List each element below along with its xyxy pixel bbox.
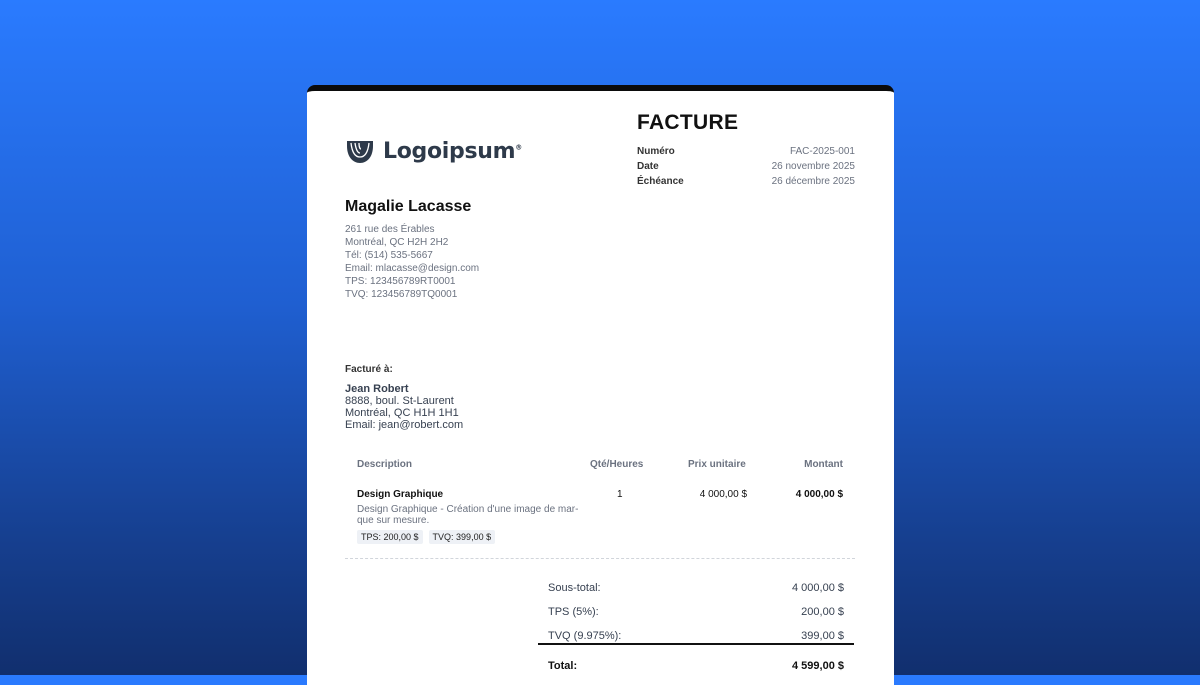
seller-city: Montréal, QC H2H 2H2 — [345, 237, 449, 248]
header-unit-price: Prix unitaire — [688, 459, 746, 470]
subtotal-row — [548, 582, 844, 594]
total-label: Total: — [548, 660, 578, 672]
seller-phone: Tél: (514) 535-5667 — [345, 250, 433, 261]
subtotal-label: Sous-total: — [548, 582, 601, 594]
tps-value: 200,00 $ — [801, 606, 844, 618]
invoice-title: FACTURE — [637, 111, 739, 134]
tvq-row — [548, 630, 844, 642]
invoice-date-value: 26 novembre 2025 — [771, 161, 855, 172]
tps-label: TPS (5%): — [548, 606, 599, 618]
client-name: Jean Robert — [345, 383, 409, 395]
tvq-label: TVQ (9.975%): — [548, 630, 622, 642]
invoice-document — [307, 85, 894, 685]
seller-info — [345, 198, 479, 301]
subtotal-value: 4 000,00 $ — [792, 582, 844, 594]
tvq-tag: TVQ: 399,00 $ — [429, 530, 496, 544]
item-amount: 4 000,00 $ — [795, 489, 843, 500]
invoice-due-value: 26 décembre 2025 — [771, 176, 855, 187]
invoice-number-value: FAC-2025-001 — [789, 146, 855, 157]
total-row — [548, 660, 844, 672]
item-description: Design Graphique - Création d'une image de mar-que sur mesure. — [357, 504, 579, 526]
header-amount: Montant — [804, 459, 843, 470]
invoice-number-label: Numéro — [637, 146, 675, 157]
seller-tps: TPS: 123456789RT0001 — [345, 276, 456, 287]
header-description: Description — [357, 459, 413, 470]
table-divider — [345, 558, 855, 559]
invoice-number-row — [637, 144, 855, 159]
logo-mark-icon — [345, 137, 375, 165]
seller-tvq: TVQ: 123456789TQ0001 — [345, 289, 458, 300]
billed-to — [345, 364, 463, 431]
tvq-value: 399,00 $ — [801, 630, 844, 642]
tps-tag: TPS: 200,00 $ — [357, 530, 423, 544]
client-email: Email: jean@robert.com — [345, 419, 464, 431]
seller-email: Email: mlacasse@design.com — [345, 263, 480, 274]
client-address: 8888, boul. St-Laurent — [345, 395, 454, 407]
billed-to-label: Facturé à: — [345, 364, 393, 375]
invoice-due-label: Échéance — [637, 176, 684, 187]
invoice-date-label: Date — [637, 161, 659, 172]
invoice-date-row — [637, 159, 855, 174]
total-separator — [538, 643, 854, 645]
item-unit-price: 4 000,00 $ — [699, 489, 747, 500]
logo-wordmark: Logoipsum® — [383, 138, 522, 164]
total-value: 4 599,00 $ — [792, 660, 844, 672]
invoice-due-row — [637, 174, 855, 189]
item-tax-tags — [357, 530, 495, 544]
item-title: Design Graphique — [357, 489, 444, 500]
seller-name: Magalie Lacasse — [345, 198, 472, 215]
tps-row — [548, 606, 844, 618]
seller-address: 261 rue des Érables — [345, 224, 435, 235]
header-qty: Qté/Heures — [590, 459, 644, 470]
company-logo — [345, 137, 522, 165]
item-qty: 1 — [617, 489, 623, 500]
invoice-header — [637, 111, 855, 189]
client-city: Montréal, QC H1H 1H1 — [345, 407, 459, 419]
